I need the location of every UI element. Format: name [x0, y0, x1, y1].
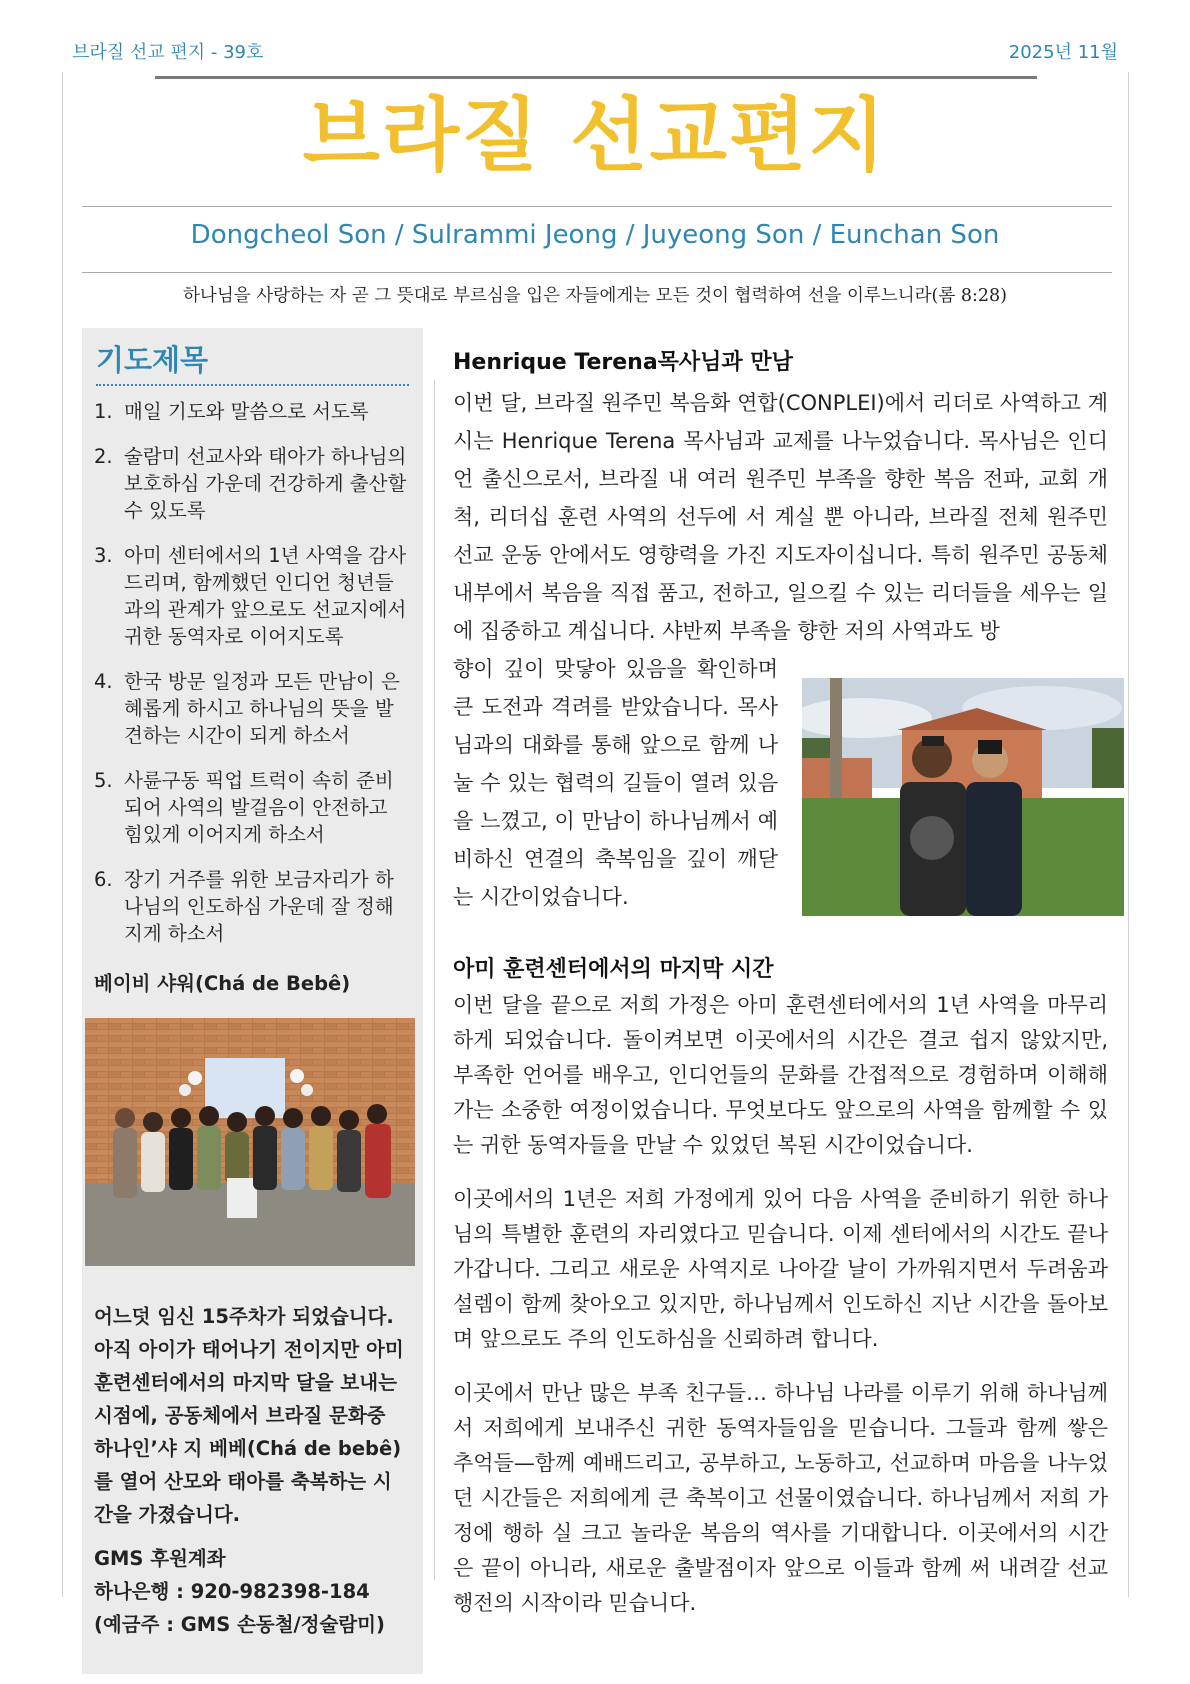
section-paragraph: 이번 달을 끝으로 저희 가정은 아미 훈련센터에서의 1년 사역을 마무리하게 되었습니다. 돌이켜보면 이곳에서의 시간은 결코 쉽지 않았지만, 부족한 언어를 배우고, 인디언들의 문화를 간접적으로 경험하며 이해해 가는 소중한 여정이었습니다. 무엇보다도 앞으로의 사역을 함께할 수 있는 귀한 동역자들을 만날 수 있었던 복된 시간이었습니다.: [453, 993, 1108, 1157]
item-text: 매일 기도와 말씀으로 서도록: [124, 400, 369, 423]
bible-verse: 하나님을 사랑하는 자 곧 그 뜻대로 부르심을 입은 자들에게는 모든 것이 협력하여 선을 이루느니라(롬 8:28): [183, 286, 1007, 306]
list-item: [94, 542, 410, 650]
item-number: 5.: [94, 769, 113, 792]
divider: [82, 206, 1112, 207]
item-text: 술람미 선교사와 태아가 하나님의 보호하심 가운데 건강하게 출산할 수 있도록: [124, 445, 407, 522]
section-paragraph: 향이 깊이 맞닿아 있음을 확인하며 큰 도전과 격려를 받았습니다. 목사님과의 대화를 통해 앞으로 함께 나눌 수 있는 협력의 길들이 열려 있음을 느꼈고, 이 만남이 하나님께서 예비하신 연결의 축복임을 깊이 깨닫는 시간이었습니다.: [453, 657, 778, 909]
section-heading: Henrique Terena목사님과 만남: [453, 350, 793, 375]
item-number: 3.: [94, 544, 113, 567]
item-number: 4.: [94, 670, 113, 693]
newsletter-series: 브라질 선교 편지 - 39호: [72, 42, 264, 63]
item-text: 아미 센터에서의 1년 사역을 감사드리며, 함께했던 인디언 청년들과의 관계가 앞으로도 선교지에서 귀한 동역자로 이어지도록: [124, 544, 407, 648]
pastor-meeting-photo: [802, 678, 1124, 916]
item-number: 1.: [94, 400, 113, 423]
newsletter-date: 2025년 11월: [1008, 42, 1118, 63]
divider: [82, 272, 1112, 273]
list-item: [94, 866, 410, 947]
top-bar: [155, 76, 1037, 79]
baby-shower-photo: [85, 1018, 415, 1266]
page-title: 브라질 선교편지: [302, 89, 888, 182]
section-heading: 아미 훈련센터에서의 마지막 시간: [453, 957, 774, 982]
section-paragraph: 이곳에서 만난 많은 부족 친구들… 하나님 나라를 이루기 위해 하나님께서 저희에게 보내주신 귀한 동역자들임을 믿습니다. 그들과 함께 쌓은 추억들—함께 예배드리고, 공부하고, 노동하고, 선교하며 마음을 나누었던 시간들은 저희에게 큰 축복이고 선물이였습니다. 하나님께서 저희 가정에 행하 실 크고 놀라운 복음의 역사를 기대합니다. 이곳에서의 시간은 끝이 아니라, 새로운 출발점이자 앞으로 이들과 함께 써 내려갈 선교 행전의 시작이라 믿습니다.: [453, 1381, 1108, 1615]
account-holder: (예금주 : GMS 손동철/정술람미): [94, 1613, 385, 1636]
column-divider: [434, 380, 435, 1580]
list-item: [94, 767, 410, 848]
baby-shower-text: 어느덧 임신 15주차가 되었습니다. 아직 아이가 태어나기 전이지만 아미 훈련센터에서의 마지막 달을 보내는 시점에, 공동체에서 브라질 문화중 하나인’샤 지 베베(Chá de bebê)를 열어 산모와 태아를 축복하는 시간을 가졌습니다.: [94, 1305, 404, 1526]
dotted-divider: [96, 384, 409, 386]
missionary-names: Dongcheol Son / Sulrammi Jeong / Juyeong Son / Eunchan Son: [190, 220, 1000, 250]
prayer-sidebar: [82, 328, 423, 1674]
list-item: [94, 443, 410, 524]
prayer-list: [94, 398, 410, 965]
list-item: [94, 668, 410, 749]
section-paragraph: 이번 달, 브라질 원주민 복음화 연합(CONPLEI)에서 리더로 사역하고 계시는 Henrique Terena 목사님과 교제를 나누었습니다. 목사님은 인디언 출신으로서, 브라질 내 여러 원주민 부족을 향한 복음 전파, 교회 개척, 리더십 훈련 사역의 선두에 서 계실 뿐 아니라, 브라질 전체 원주민 선교 운동 안에서도 영향력을 가진 지도자이십니다. 특히 원주민 공동체 내부에서 복음을 직접 품고, 전하고, 일으킬 수 있는 리더들을 세우는 일에 집중하고 계십니다. 샤반찌 부족을 향한 저의 사역과도 방: [453, 391, 1108, 643]
baby-shower-title: 베이비 샤워(Chá de Bebê): [94, 972, 351, 995]
list-item: [94, 398, 410, 425]
account-number: 하나은행 : 920-982398-184: [94, 1580, 370, 1603]
item-number: 2.: [94, 445, 113, 468]
account-label: GMS 후원계좌: [94, 1547, 226, 1570]
section-paragraph: 이곳에서의 1년은 저희 가정에게 있어 다음 사역을 준비하기 위한 하나님의 특별한 훈련의 자리였다고 믿습니다. 이제 센터에서의 시간도 끝나가갑니다. 그리고 새로운 사역지로 나아갈 날이 가까워지면서 두려움과 설렘이 함께 찾아오고 있지만, 하나님께서 인도하신 지난 시간을 돌아보며 앞으로도 주의 인도하심을 신뢰하려 합니다.: [453, 1187, 1108, 1351]
item-text: 사륜구동 픽업 트럭이 속히 준비되어 사역의 발걸음이 안전하고 힘있게 이어지게 하소서: [124, 769, 394, 846]
prayer-title: 기도제목: [96, 343, 209, 377]
item-text: 장기 거주를 위한 보금자리가 하나님의 인도하심 가운데 잘 정해지게 하소서: [124, 868, 394, 945]
item-text: 한국 방문 일정과 모든 만남이 은혜롭게 하시고 하나님의 뜻을 발견하는 시간이 되게 하소서: [124, 670, 400, 747]
donation-account: [94, 1542, 414, 1641]
item-number: 6.: [94, 868, 113, 891]
